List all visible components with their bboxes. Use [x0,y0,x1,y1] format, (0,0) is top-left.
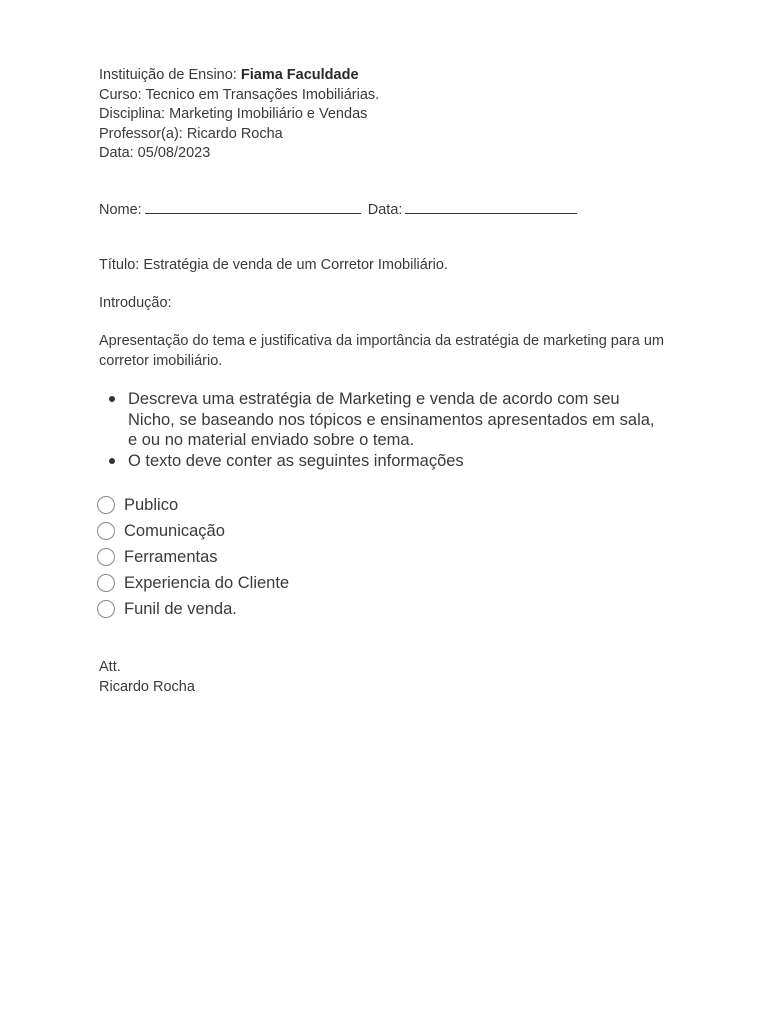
option-experiencia-do-cliente[interactable] [97,570,289,596]
document-title: Título: Estratégia de venda de um Corretor Imobiliário. [99,257,448,273]
option-ferramentas[interactable] [97,544,289,570]
bullet-icon [109,396,115,402]
signoff-att: Att. [99,659,121,675]
option-comunicacao[interactable] [97,518,289,544]
radio-circle-icon[interactable] [97,600,115,618]
introduction-text: Apresentação do tema e justificativa da importância da estratégia de marketing para um corretor imobiliário. [99,333,665,369]
list-item [99,389,659,451]
name-date-fill-in [99,199,580,221]
radio-circle-icon[interactable] [97,522,115,540]
topic-options [97,492,289,622]
institution-label: Instituição de Ensino: [99,67,237,83]
list-item-text: O texto deve conter as seguintes informações [128,451,464,470]
date-line: Data: 05/08/2023 [99,145,211,161]
date-blank [405,199,577,214]
institution-name: Fiama Faculdade [240,67,359,83]
option-label: Publico [124,495,179,514]
discipline-line: Disciplina: Marketing Imobiliário e Vendas [99,106,368,122]
signoff-name: Ricardo Rocha [99,678,195,695]
radio-circle-icon[interactable] [97,496,115,514]
course-line: Curso: Tecnico em Transações Imobiliárias. [99,86,380,103]
institution-line [99,66,699,86]
date-label: Data: [367,202,403,218]
document-header [99,66,699,164]
instruction-list [99,389,659,471]
professor-line: Professor(a): Ricardo Rocha [99,125,283,142]
introduction-label: Introdução: [99,295,172,311]
option-publico[interactable] [97,492,289,518]
option-label: Experiencia do Cliente [124,573,290,592]
bullet-icon [109,458,115,464]
option-label: Ferramentas [124,547,218,566]
option-label: Comunicação [124,521,225,540]
signoff [99,658,195,697]
name-label: Nome: [99,202,142,218]
list-item [99,451,659,472]
option-label: Funil de venda. [124,599,237,618]
radio-circle-icon[interactable] [97,548,115,566]
name-blank [145,199,361,214]
radio-circle-icon[interactable] [97,574,115,592]
list-item-text: Descreva uma estratégia de Marketing e venda de acordo com seu Nicho, se baseando nos tópicos e ensinamentos apresentados em sala, e ou no material enviado sobre o tema. [128,390,655,449]
option-funil-de-venda[interactable] [97,596,289,622]
